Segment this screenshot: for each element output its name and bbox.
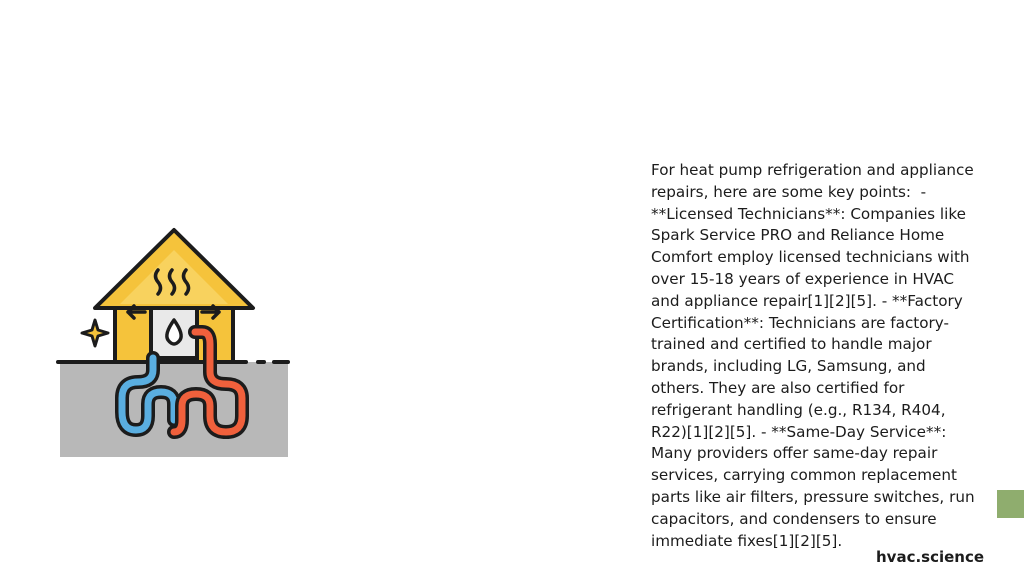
sparkle-icon [82, 320, 108, 346]
geothermal-heat-pump-house-icon [50, 220, 300, 465]
brand-label: hvac.science [876, 548, 985, 566]
article-body: For heat pump refrigeration and appliance repairs, here are some key points: - **Licensed Technicians**: Companies like Spark Service PRO and Reliance Home Comfort employ licensed technicians with over 15-18 years of experience in HVAC and appliance repair[1][2][5]. - **Factory Certification**: Technicians are factory-trained and certified to handle major brands, including LG, Samsung, and others. They are also certified for refrigerant handling (e.g., R134, R404, R22)[1][2][5]. - **Same-Day Service**: Many providers offer same-day repair services, carrying common replacement parts like air filters, pressure switches, run capacitors, and condensers to ensure immediate fixes[1][2][5]. [651, 161, 980, 550]
accent-block [997, 490, 1024, 518]
